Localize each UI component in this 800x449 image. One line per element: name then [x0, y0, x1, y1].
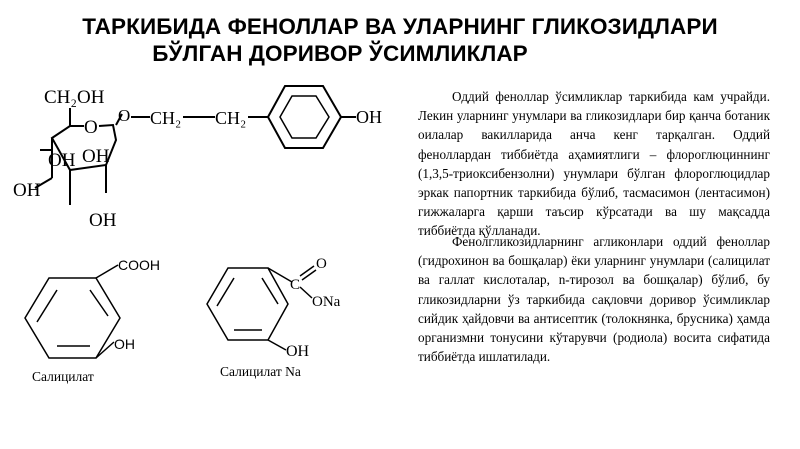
- ring-oh-label-3: OH: [13, 180, 41, 201]
- ring-oh-label-1: OH: [48, 150, 76, 171]
- paragraph-phenol-glycosides: Фенолгликозидларнинг агликонлари оддий феноллар (гидрохинон ва бошқалар) ёки уларнинг унумлари (салицилат ва галлат кислоталар, n-тирозол ва бошқалар) бўлиб, бу гликозидларни ўз таркибида сақловчи доривор ўсимликлар сийдик ҳайдовчи ва антисептик (толокнянка, брусника) ҳамда организмни тонусини кўтарувчи (родиола) восита сифатида тиббиётда ишлатилади.: [418, 234, 770, 365]
- ch2oh-label: CH₂OH: [44, 87, 105, 108]
- salicylate-na-oh-label: OH: [286, 343, 310, 360]
- ring-oh-label-4: OH: [89, 210, 117, 231]
- ona-label: ONa: [312, 294, 341, 310]
- title-line-1: ТАРКИБИДА ФЕНОЛЛАР ВА УЛАРНИНГ ГЛИКОЗИДЛАРИ: [82, 14, 718, 39]
- phenol-oh-label: OH: [356, 107, 382, 127]
- salicylate-oh-label: OH: [114, 336, 135, 352]
- ring-oxygen-label: O: [84, 117, 98, 138]
- paragraph-simple-phenols: Оддий феноллар ўсимликлар таркибида кам учрайди. Лекин уларнинг унумлари ва гликозидлари бир қанча ботаник оилалар вакилларида анча кенг тарқалган. Оддий феноллардан тиббиётда аҳамиятлиги – флороглюциннинг (1,3,5-триоксибензолни) унумлари бўлган флороглюцидлар эркак папортник таркибида бўлиб, тасмасимон (лентасимон) гижжаларга қарши таъсир кўрсатади ва шу мақсадда тиббиётда қўлланади.: [418, 89, 770, 239]
- carbonyl-oxygen-label: O: [316, 256, 327, 272]
- salicylate-na-structure: [207, 256, 341, 360]
- salicylate-structure: [25, 257, 160, 358]
- ring-oh-label-2: OH: [82, 146, 110, 167]
- cooh-label: COOH: [118, 257, 160, 273]
- caption-salicylate-na: Салицилат Na: [220, 364, 301, 379]
- glycoside-structure: [13, 86, 382, 231]
- caption-salicylate: Салицилат: [32, 369, 94, 384]
- ch2-label-1: CH₂: [150, 108, 182, 128]
- title-line-2: БЎЛГАН ДОРИВОР ЎСИМЛИКЛАР: [152, 41, 528, 66]
- bridge-oxygen-label: O: [118, 106, 131, 125]
- carbon-label: C: [290, 277, 301, 293]
- ch2-label-2: CH₂: [215, 108, 247, 128]
